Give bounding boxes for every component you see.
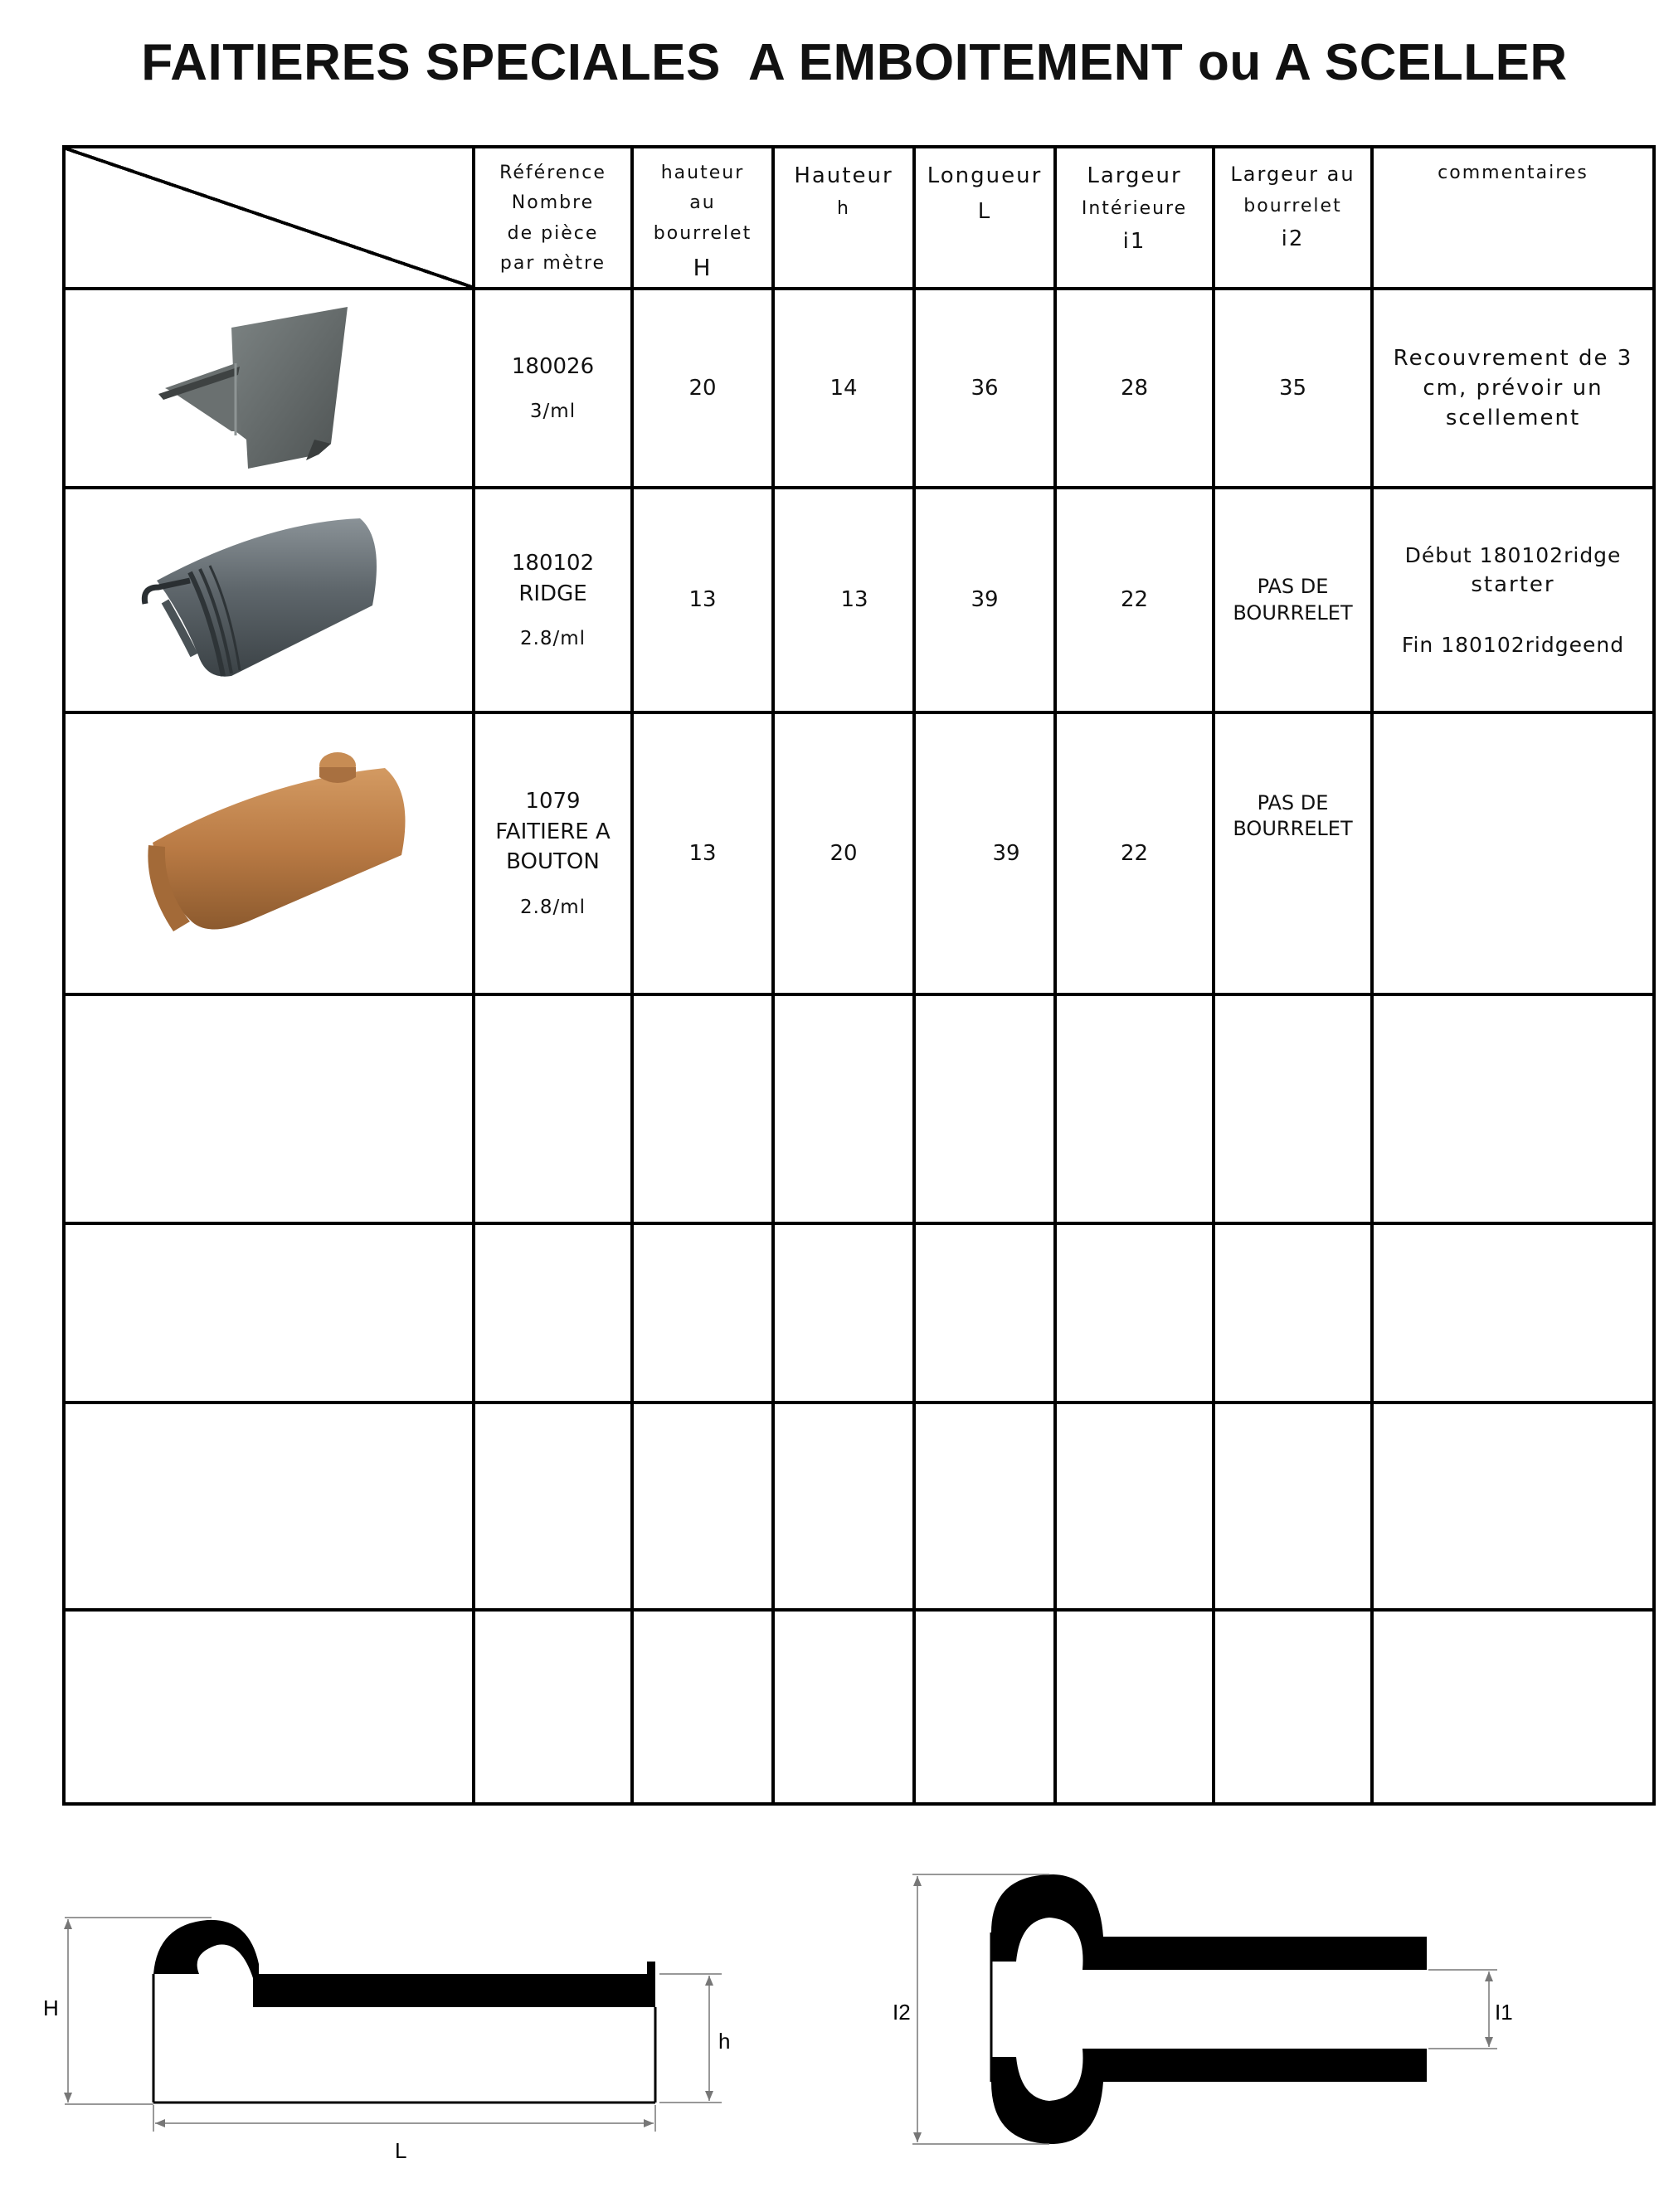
reference-code: RIDGE — [518, 581, 587, 606]
terracotta-ridge-tile-image — [66, 714, 472, 984]
longueur-value: 39 — [914, 712, 1055, 994]
largeur-bourrelet-value: 35 — [1214, 289, 1372, 488]
hauteur-value: 13 — [773, 488, 914, 712]
header-reference-line: Référence — [499, 163, 606, 183]
header-line: Largeur — [1087, 163, 1182, 188]
comment-line — [1374, 600, 1652, 630]
largeur-bourrelet-line: BOURRELET — [1233, 600, 1353, 625]
longueur-value: 39 — [914, 488, 1055, 712]
comment-line: starter — [1471, 572, 1555, 598]
largeur-bourrelet-line: PAS DE — [1257, 790, 1329, 814]
grey-rounded-ridge-tile-image — [66, 489, 472, 702]
hauteur-bourrelet-value: 13 — [632, 488, 773, 712]
pieces-per-meter: 2.8/ml — [519, 627, 586, 649]
pieces-per-meter: 3/ml — [529, 401, 577, 423]
table-row — [64, 488, 1654, 712]
pieces-per-meter: 2.8/ml — [519, 896, 586, 918]
hauteur-bourrelet-value: 20 — [632, 289, 773, 488]
header-line: Hauteur — [794, 163, 893, 188]
ridge-tile-table — [62, 145, 1656, 1806]
reference-cell — [474, 712, 632, 994]
product-image-cell — [64, 289, 474, 488]
largeur-interieure-value: 22 — [1055, 712, 1214, 994]
table-row — [64, 712, 1654, 994]
header-hauteur-bourrelet — [632, 147, 773, 289]
header-line: i2 — [1281, 226, 1305, 251]
table-row — [64, 289, 1654, 488]
reference-code: 1079 — [525, 789, 581, 814]
header-line: H — [693, 253, 713, 281]
hauteur-value: 14 — [773, 289, 914, 488]
header-line: L — [977, 198, 992, 224]
header-line: i1 — [1122, 229, 1146, 255]
largeur-interieure-value: 28 — [1055, 289, 1214, 488]
largeur-bourrelet-line: BOURRELET — [1233, 817, 1353, 841]
header-line: h — [837, 197, 850, 219]
empty-table-row — [64, 1403, 1654, 1610]
comment-line: Recouvrement de 3 — [1393, 345, 1633, 371]
grey-angular-ridge-tile-image — [66, 290, 472, 478]
header-line: Largeur au — [1230, 163, 1355, 186]
top-profile-diagram — [879, 1841, 1543, 2206]
largeur-bourrelet-value — [1214, 488, 1372, 712]
dimension-label-H: H — [43, 1996, 59, 2020]
reference-cell — [474, 488, 632, 712]
header-line: Longueur — [927, 163, 1043, 188]
header-reference-line: Nombre — [511, 192, 595, 214]
comment-line: Début 180102ridge — [1404, 543, 1622, 568]
comment-line: scellement — [1445, 406, 1581, 431]
header-commentaires: commentaires — [1372, 147, 1654, 289]
hauteur-value: 20 — [773, 712, 914, 994]
header-line: bourrelet — [1243, 195, 1342, 216]
largeur-bourrelet-line: PAS DE — [1257, 575, 1329, 599]
comment-cell — [1372, 712, 1654, 994]
header-hauteur — [773, 147, 914, 289]
header-line: Intérieure — [1081, 197, 1188, 219]
largeur-interieure-value: 22 — [1055, 488, 1214, 712]
header-largeur-bourrelet — [1214, 147, 1372, 289]
dimension-label-i1: I1 — [1495, 2000, 1513, 2025]
header-reference-line: par mètre — [499, 252, 606, 274]
largeur-bourrelet-value — [1214, 712, 1372, 994]
reference-code: FAITIERE A — [495, 819, 611, 844]
header-line: bourrelet — [653, 222, 752, 244]
product-image-cell — [64, 488, 474, 712]
empty-table-row — [64, 994, 1654, 1223]
dimension-label-L: L — [395, 2138, 407, 2163]
comment-cell — [1372, 289, 1654, 488]
longueur-value: 36 — [914, 289, 1055, 488]
product-image-cell — [64, 712, 474, 994]
hauteur-bourrelet-value: 13 — [632, 712, 773, 994]
header-largeur-interieure — [1055, 147, 1214, 289]
comment-cell — [1372, 488, 1654, 712]
header-reference — [474, 147, 632, 289]
reference-cell — [474, 289, 632, 488]
header-longueur — [914, 147, 1055, 289]
header-line: au — [689, 192, 716, 214]
page-title: FAITIERES SPECIALES A EMBOITEMENT ou A SCELLER — [141, 34, 1568, 91]
dimension-label-i2: I2 — [893, 2000, 911, 2025]
header-line: hauteur — [660, 163, 745, 183]
dimension-label-h: h — [718, 2029, 730, 2054]
empty-table-row — [64, 1610, 1654, 1804]
table-header-row — [64, 147, 1654, 289]
reference-code: BOUTON — [506, 849, 600, 875]
header-reference-line: de pièce — [507, 222, 599, 244]
side-profile-diagram — [33, 1891, 730, 2173]
reference-code: 180102 — [511, 551, 595, 576]
comment-line: cm, prévoir un — [1423, 376, 1603, 401]
header-diagonal-cell — [64, 147, 474, 289]
empty-table-row — [64, 1223, 1654, 1403]
reference-code: 180026 — [511, 353, 595, 379]
comment-line: Fin 180102ridgeend — [1401, 633, 1625, 658]
